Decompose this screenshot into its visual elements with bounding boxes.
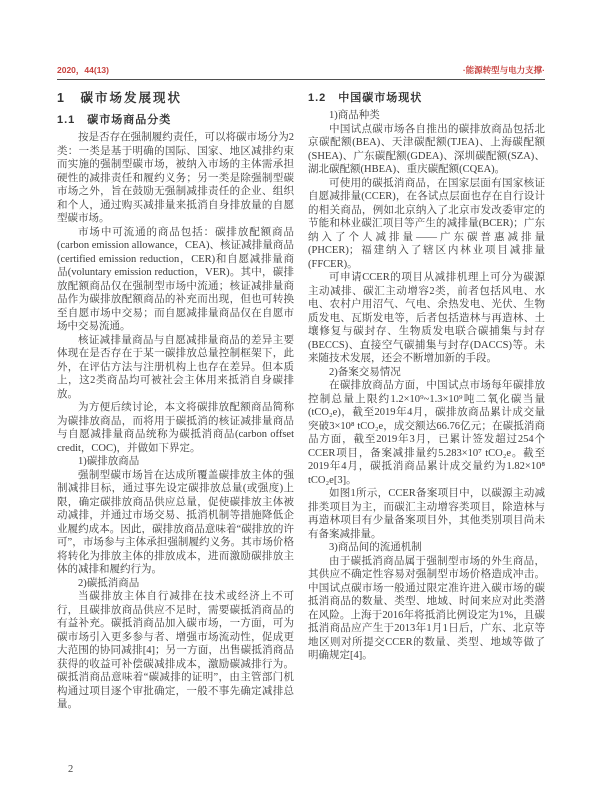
paragraph: 由于碳抵消商品属于强制型市场的外生商品，其供应不确定性容易对强制型市场价格造成冲击。中国试点碳市场一般通过限定准许进入碳市场的碳抵消商品的数量、类型、地域、时间来应对此类潜在风险。上海于2016年将抵消比例设定为1%，且碳抵消商品应产生于2013年1月1日后，广东、北京等地区则对所提交CCER的数量、类型、地域等做了明确规定[4]。 [308, 555, 545, 661]
paragraph: 中国试点碳市场各自推出的碳排放商品包括北京碳配额(BEA)、天津碳配额(TJEA)、上海碳配额(SHEA)、广东碳配额(GDEA)、深圳碳配额(SZA)、湖北碳配额(HBEA)、重庆碳配额(CQEA)。 [308, 123, 545, 175]
subsection-heading-1-2: 1.2 中国碳市场现状 [308, 92, 423, 104]
paragraph: 可申请CCER的项目从减排机理上可分为碳源主动减排、碳汇主动增容2类，前者包括风电、水电、农村户用沼气、气电、余热发电、光伏、生物质发电、瓦斯发电等，后者包括造林与再造林、土壤修复与碳封存、生物质发电联合碳捕集与封存(BECCS)、直接空气碳捕集与封存(DACCS)等。未来随技术发展，还会不断增加新的手段。 [308, 272, 545, 364]
paragraph: 核证减排量商品与自愿减排量商品的差异主要体现在是否存在于某一碳排放总量控制框架下，此外，在评估方法与注册机构上也存在差异。但本质上，这2类商品均可被社会主体用来抵消自身碳排放。 [57, 334, 294, 400]
paragraph: 强制型碳市场旨在达成所覆盖碳排放主体的强制减排目标，通过事先设定碳排放总量(或强度)上限，确定碳排放商品供应总量，促使碳排放主体被动减排，并通过市场交易、抵消机制等措施降低企业履约成本。因此，碳排放商品意味着“碳排放的许可”，市场参与主体承担强制履约义务。其市场价格将转化为排放主体的排放成本，进而激励碳排放主体的减排和履约行为。 [57, 469, 294, 575]
column-topic-label: ·能源转型与电力支撑· [462, 65, 545, 75]
section-heading-1: 1 碳市场发展现状 [57, 91, 182, 105]
paragraph: 当碳排放主体自行减排在技术或经济上不可行，且碳排放商品供应不足时，需要碳抵消商品的有益补充。碳抵消商品加入碳市场，一方面，可为碳市场引入更多参与者、增强市场流动性，促成更大范围的协同减排[4]；另一方面，出售碳抵消商品获得的收益可补偿碳减排成本，激励碳减排行为。碳抵消商品意味着“碳减排的证明”，由主管部门机构通过项目逐个审批确定，一般不事先确定减排总量。 [57, 591, 294, 710]
paragraph: 市场中可流通的商品包括：碳排放配额商品(carbon emission allowance，CEA)、核证减排量商品(certified emission reduction，CER)和自愿减排量商品(voluntary emission reduction，VER)。其中，碳排放配额商品仅在强制型市场中流通；核证减排量商品作为碳排放配额商品的补充而出现，但也可转换至自愿市场中交易；而自愿减排量商品仅在自愿市场中交易流通。 [57, 226, 294, 332]
right-column [308, 90, 545, 712]
header-divider [57, 79, 545, 80]
subsection-heading-1-1: 1.1 碳市场商品分类 [57, 114, 172, 126]
journal-issue-label: 2020，44(13) [57, 65, 109, 75]
paragraph: 如图1所示，CCER备案项目中，以碳源主动减排类项目为主，而碳汇主动增容类项目，除造林与再造林项目有少量备案项目外，其他类别项目尚未有备案减排量。 [308, 488, 545, 540]
page-header [57, 64, 545, 76]
list-item-heading: 1)商品种类 [329, 110, 380, 121]
list-item-heading: 2)备案交易情况 [329, 366, 401, 378]
paragraph: 可使用的碳抵消商品，在国家层面有国家核证自愿减排量(CCER)，在各试点层面也存在自行设计的相关商品，例如北京纳入了北京市发改委审定的节能和林业碳汇项目等产生的减排量(BCER)；广东纳入了个人减排量——广东碳普惠减排量(PHCER)；福建纳入了辖区内林业项目减排量(FFCER)。 [308, 177, 545, 270]
list-item-heading: 3)商品间的流通机制 [329, 542, 422, 553]
paragraph: 为方便后续讨论，本文将碳排放配额商品简称为碳排放商品，而将用于碳抵消的核证减排量商品与自愿减排量商品统称为碳抵消商品(carbon offset credit，COC)，并做如下界定。 [57, 402, 294, 454]
list-item-heading: 1)碳排放商品 [78, 456, 140, 467]
list-item-heading: 2)碳抵消商品 [78, 577, 140, 589]
paragraph: 按是否存在强制履约责任，可以将碳市场分为2类：一类是基于明确的国际、国家、地区减排约束而实施的强制型碳市场，被纳入市场的主体需承担硬性的减排责任和履约义务；另一类是除强制型碳市场之外，旨在鼓励无强制减排责任的企业、组织和个人，通过购买减排量来抵消自身排放量的自愿型碳市场。 [57, 132, 294, 224]
page-number: 2 [68, 764, 74, 775]
left-column [57, 90, 294, 712]
paper-body [57, 90, 545, 712]
paragraph: 在碳排放商品方面，中国试点市场每年碳排放控制总量上限约1.2×10⁹~1.3×10⁹吨二氧化碳当量(tCO₂e)，截至2019年4月，碳排放商品累计成交量突破3×10⁸ tCO₂e，成交额达66.76亿元；在碳抵消商品方面，截至2019年3月，已累计签发超过254个CCER项目，备案减排量约5.283×10⁷ tCO₂e。截至2019年4月，碳抵消商品累计成交量约为1.82×10⁸ tCO₂e[3]。 [308, 380, 545, 486]
